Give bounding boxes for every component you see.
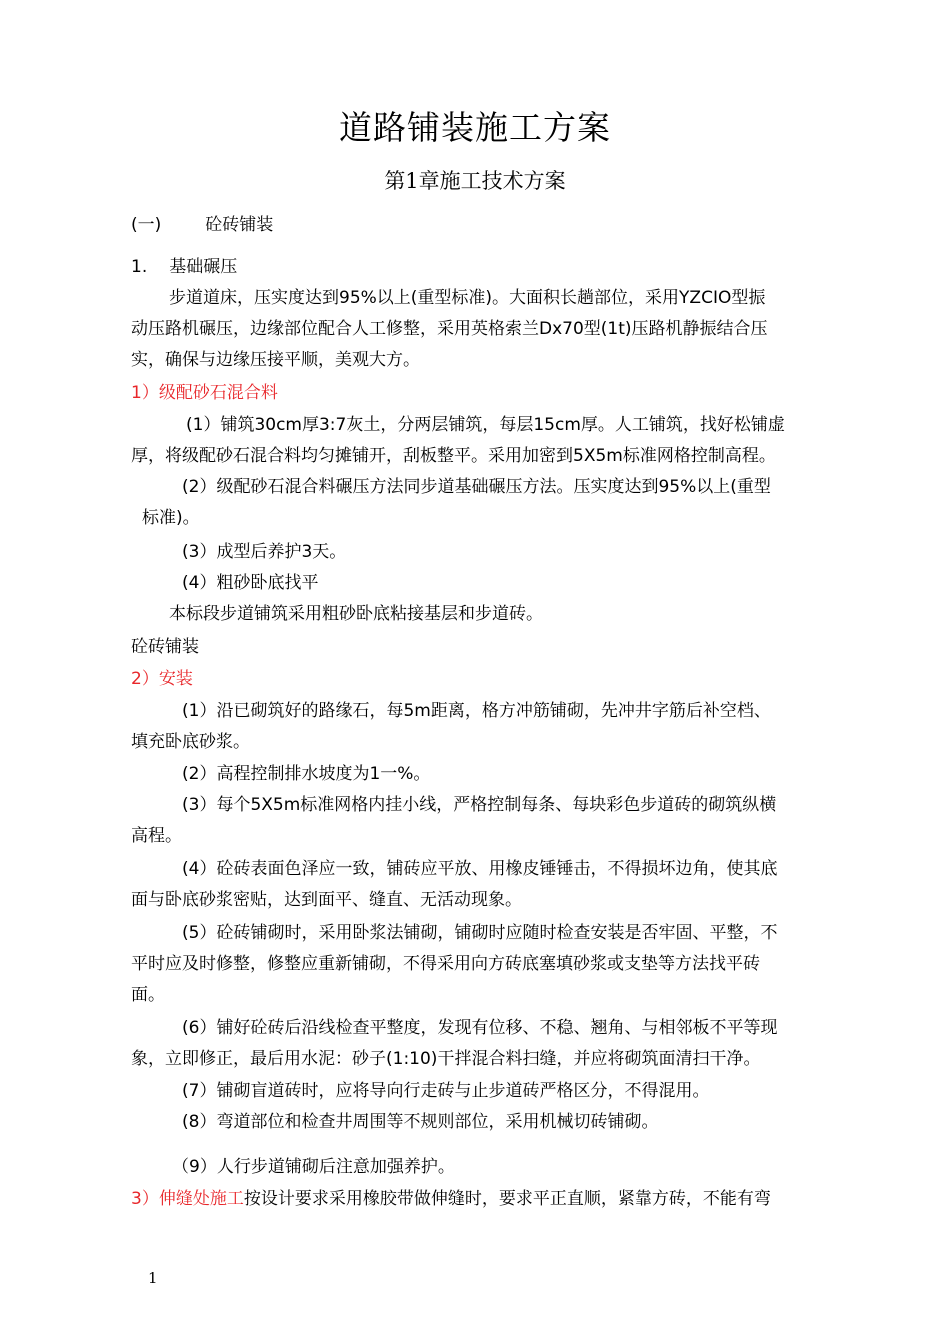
section-label: 砼砖铺装 bbox=[205, 215, 274, 235]
subsection-heading bbox=[131, 254, 856, 280]
list-item-line: 填充卧底砂浆。 bbox=[131, 732, 250, 752]
document-title: 道路铺装施工方案 bbox=[339, 108, 611, 147]
list-item-line: (3）每个5X5m标准网格内挂小线，严格控制每条、每块彩色步道砖的砌筑纵横 bbox=[182, 795, 777, 815]
plain-heading: 砼砖铺装 bbox=[131, 637, 199, 657]
section-heading bbox=[131, 212, 856, 238]
list-item: (7）铺砌盲道砖时，应将导向行走砖与止步道砖严格区分，不得混用。 bbox=[182, 1081, 710, 1101]
list-item: (4）粗砂卧底找平 bbox=[182, 573, 319, 593]
joint-text: 按设计要求采用橡胶带做伸缝时，要求平正直顺，紧靠方砖，不能有弯 bbox=[243, 1189, 771, 1209]
list-item-line: (6）铺好砼砖后沿线检查平整度，发现有位移、不稳、翘角、与相邻板不平等现 bbox=[182, 1018, 778, 1038]
chapter-title: 第1章施工技术方案 bbox=[384, 169, 566, 193]
list-item-line: (4）砼砖表面色泽应一致，铺砖应平放、用橡皮锤锤击，不得损坏边角，使其底 bbox=[182, 859, 778, 879]
list-item-line: (2）级配砂石混合料碾压方法同步道基础碾压方法。压实度达到95%以上(重型 bbox=[182, 477, 771, 497]
paragraph-line: 本标段步道铺筑采用粗砂卧底粘接基层和步道砖。 bbox=[169, 604, 543, 624]
paragraph-line: 步道道床，压实度达到95%以上(重型标准)。大面积长趟部位，采用YZCIO型振 bbox=[169, 288, 766, 308]
list-item-line: 标准)。 bbox=[142, 508, 200, 528]
red-heading-gravel: 1）级配砂石混合料 bbox=[131, 383, 278, 403]
list-item-line: 面与卧底砂浆密贴，达到面平、缝直、无活动现象。 bbox=[131, 890, 522, 910]
list-item: （9）人行步道铺砌后注意加强养护。 bbox=[172, 1157, 455, 1177]
list-item-line: 高程。 bbox=[131, 826, 182, 846]
list-item: (8）弯道部位和检查井周围等不规则部位，采用机械切砖铺砌。 bbox=[182, 1112, 659, 1132]
section-number: (一) bbox=[131, 215, 162, 235]
list-item-line: 平时应及时修整，修整应重新铺砌，不得采用向方砖底塞填砂浆或支垫等方法找平砖 bbox=[131, 954, 760, 974]
list-item-line: (1）沿已砌筑好的路缘石，每5m距离，格方冲筋铺砌，先冲井字筋后补空档、 bbox=[182, 701, 771, 721]
list-item-line: 象，立即修正，最后用水泥：砂子(1:10)干拌混合料扫缝，并应将砌筑面清扫干净。 bbox=[131, 1049, 761, 1069]
joint-paragraph bbox=[131, 1186, 856, 1212]
subsection-number: 1. bbox=[131, 257, 148, 277]
list-item-line: (1）铺筑30cm厚3:7灰土，分两层铺筑，每层15cm厚。人工铺筑，找好松铺虚 bbox=[186, 415, 785, 435]
list-item-line: (5）砼砖铺砌时，采用卧浆法铺砌，铺砌时应随时检查安装是否牢固、平整，不 bbox=[182, 923, 778, 943]
list-item: (3）成型后养护3天。 bbox=[182, 542, 347, 562]
red-heading-joint: 3）伸缝处施工 bbox=[131, 1189, 244, 1209]
subsection-label: 基础碾压 bbox=[169, 257, 238, 277]
list-item-line: 厚，将级配砂石混合料均匀摊铺开，刮板整平。采用加密到5X5m标准网格控制高程。 bbox=[131, 446, 776, 466]
page-number: 1 bbox=[148, 1269, 158, 1287]
red-heading-install: 2）安装 bbox=[131, 669, 193, 689]
list-item: (2）高程控制排水坡度为1一%。 bbox=[182, 764, 431, 784]
list-item-line: 面。 bbox=[131, 985, 165, 1005]
paragraph-line: 动压路机碾压，边缘部位配合人工修整，采用英格索兰Dx70型(1t)压路机静振结合压 bbox=[131, 319, 768, 339]
paragraph-line: 实，确保与边缘压接平顺，美观大方。 bbox=[131, 350, 420, 370]
